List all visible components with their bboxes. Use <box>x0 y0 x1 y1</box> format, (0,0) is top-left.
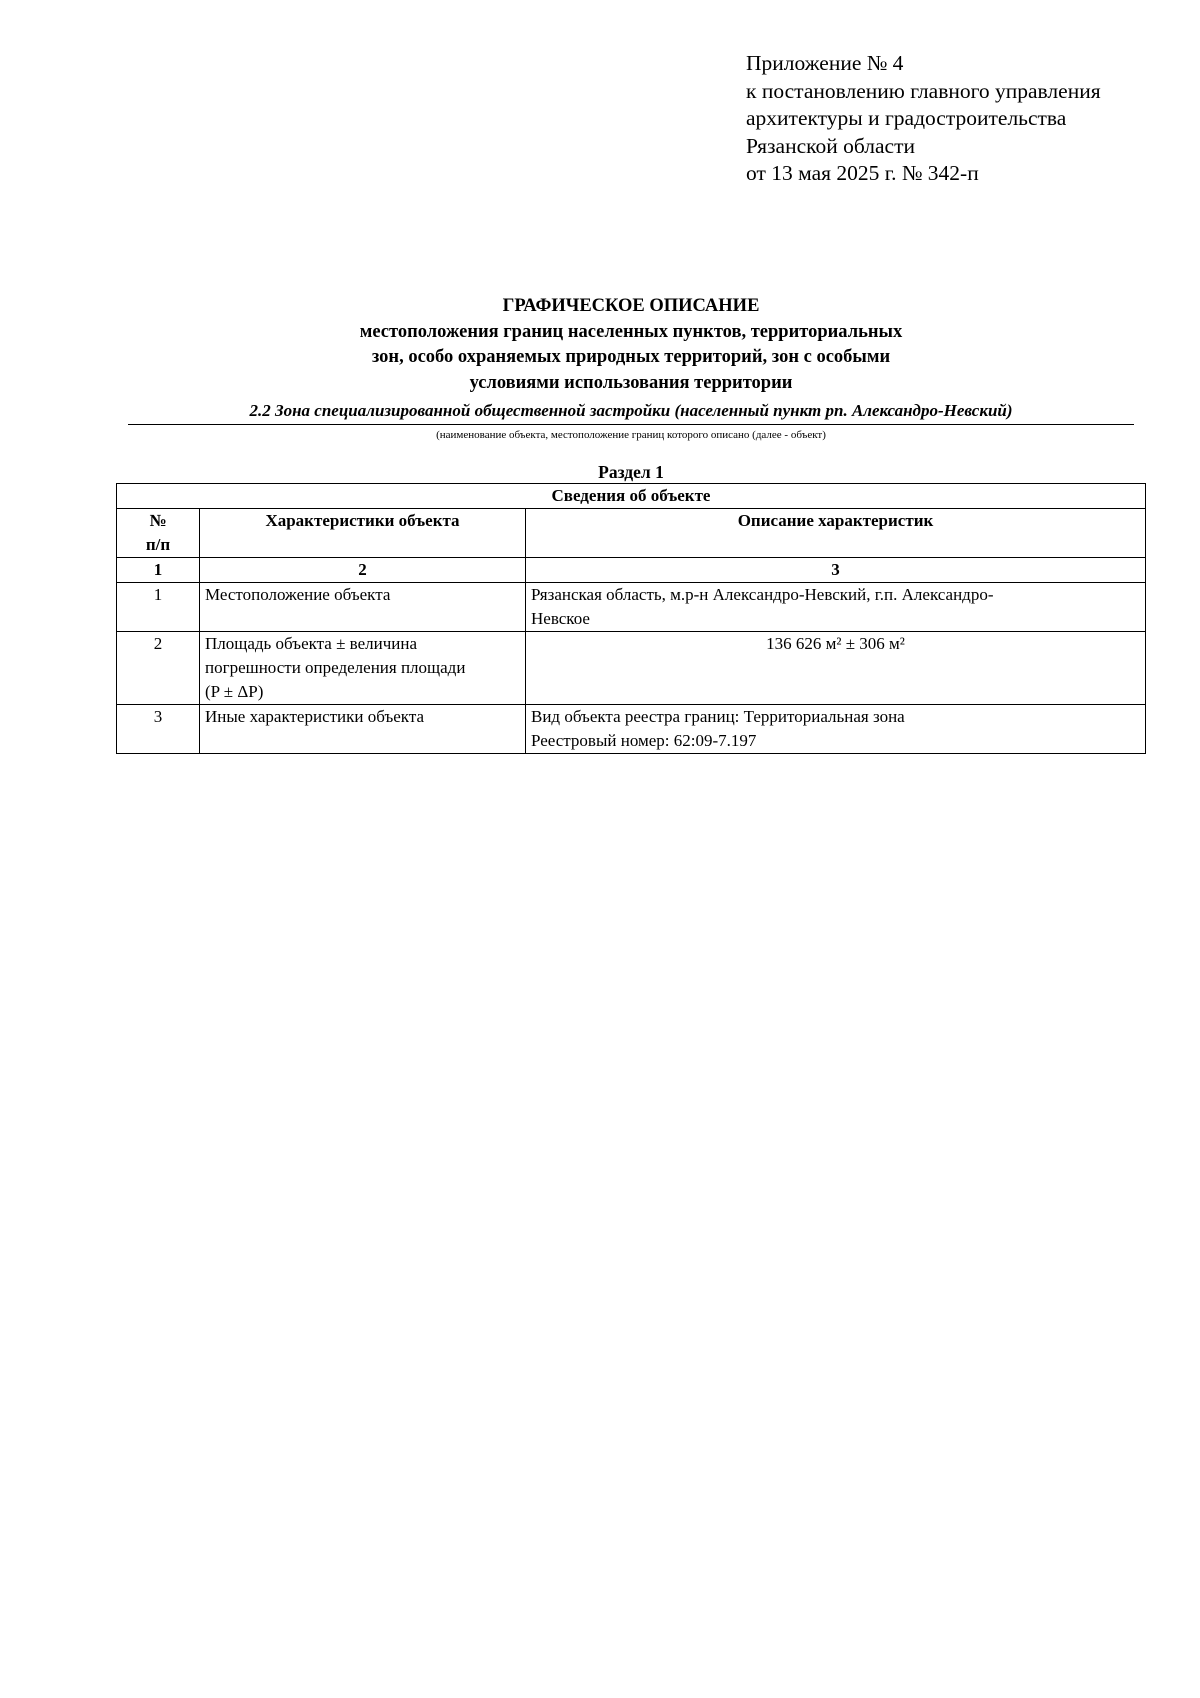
cell-line: (P ± ΔP) <box>205 682 264 701</box>
appendix-block <box>746 50 1101 188</box>
object-info-table <box>116 483 1146 754</box>
appendix-line: Приложение № 4 <box>746 51 904 75</box>
table-caption: Сведения об объекте <box>117 484 1146 509</box>
appendix-line: к постановлению главного управления <box>746 78 1101 103</box>
table-header-row <box>117 509 1146 558</box>
section-title: Раздел 1 <box>598 462 664 482</box>
title-line: зон, особо охраняемых природных территорий, зон с особыми <box>371 347 891 367</box>
cell-line: Рязанская область, м.р-н Александро-Невский, г.п. Александро- <box>531 585 994 604</box>
header-num-line: п/п <box>145 535 171 554</box>
table-row <box>117 705 1146 754</box>
row-characteristic <box>200 632 526 705</box>
row-number: 3 <box>117 705 200 754</box>
row-characteristic <box>200 705 526 754</box>
appendix-line: от 13 мая 2025 г. № 342-п <box>746 161 979 185</box>
row-description <box>526 705 1146 754</box>
title-main: ГРАФИЧЕСКОЕ ОПИСАНИЕ <box>502 296 760 316</box>
cell-line: погрешности определения площади <box>205 658 466 677</box>
column-numbers-row <box>117 558 1146 583</box>
cell-line: Иные характеристики объекта <box>205 707 425 726</box>
column-number: 2 <box>200 558 526 583</box>
object-caption: (наименование объекта, местоположение границ которого описано (далее - объект) <box>436 429 826 441</box>
header-num <box>117 509 200 558</box>
cell-line: Реестровый номер: 62:09-7.197 <box>531 731 757 750</box>
header-characteristic: Характеристики объекта <box>200 509 526 558</box>
row-description <box>526 583 1146 632</box>
column-number: 3 <box>526 558 1146 583</box>
row-number: 2 <box>117 632 200 705</box>
row-description <box>526 632 1146 705</box>
document-title <box>0 294 1200 396</box>
cell-line: 136 626 м² ± 306 м² <box>766 634 905 653</box>
title-line: условиями использования территории <box>469 372 793 393</box>
appendix-line: Рязанской области <box>746 133 915 158</box>
header-description: Описание характеристик <box>526 509 1146 558</box>
title-line: местоположения границ населенных пунктов, территориальных <box>359 321 903 342</box>
table-row <box>117 583 1146 632</box>
column-number: 1 <box>117 558 200 583</box>
table-row <box>117 632 1146 705</box>
cell-line: Площадь объекта ± величина <box>205 634 418 653</box>
table-caption-row <box>117 484 1146 509</box>
cell-line: Вид объекта реестра границ: Территориальная зона <box>531 707 905 726</box>
row-number: 1 <box>117 583 200 632</box>
row-characteristic <box>200 583 526 632</box>
header-num-line: № <box>149 511 167 530</box>
cell-line: Местоположение объекта <box>205 585 391 604</box>
cell-line: Невское <box>531 609 590 628</box>
object-name: 2.2 Зона специализированной общественной застройки (населенный пункт рп. Александро-Невский) <box>128 400 1134 425</box>
appendix-line: архитектуры и градостроительства <box>746 106 1067 130</box>
